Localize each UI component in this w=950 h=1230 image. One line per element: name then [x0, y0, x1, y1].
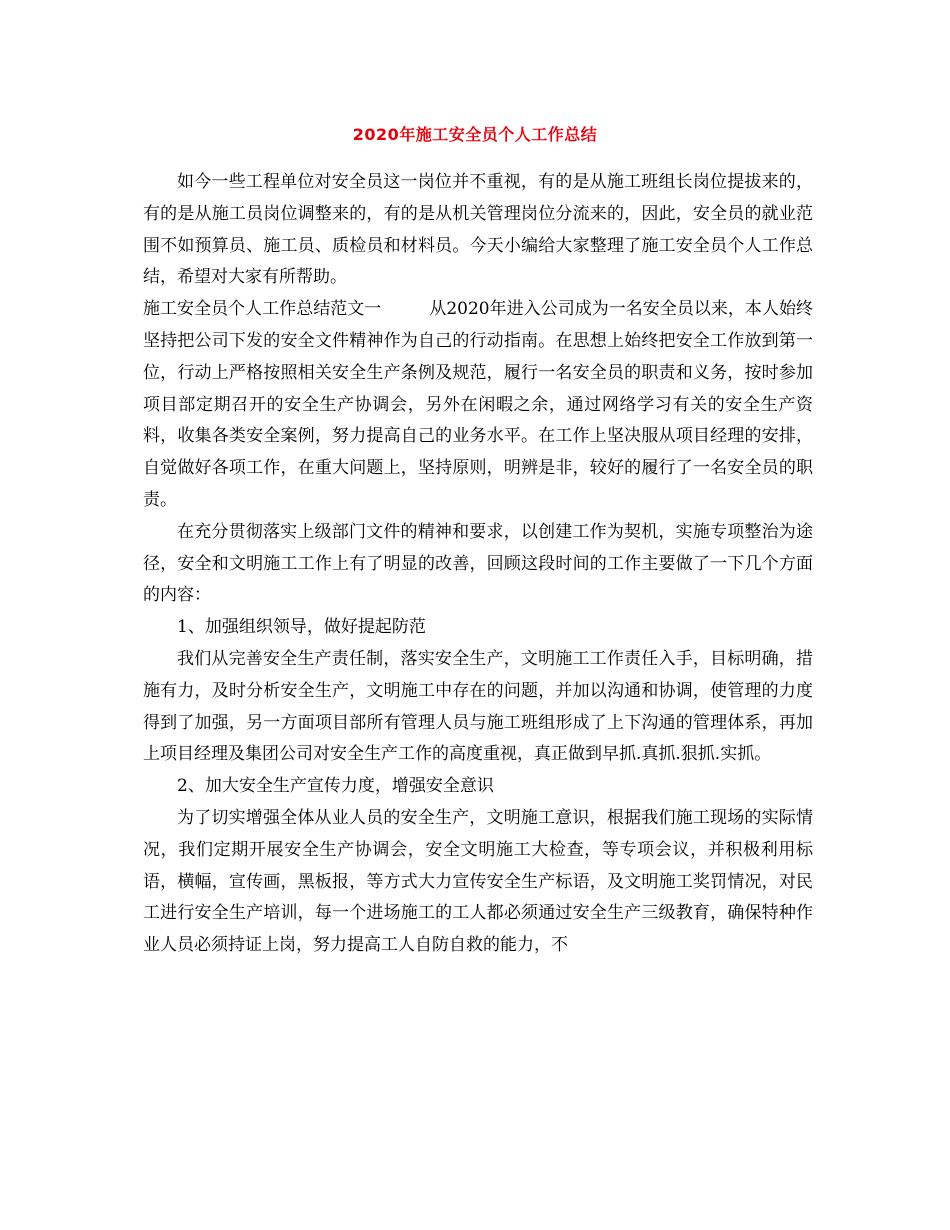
section1-heading: 1、加强组织领导，做好提起防范	[177, 617, 426, 638]
section2-paragraph: 为了切实增强全体从业人员的安全生产，文明施工意识，根据我们施工现场的实际情况，我们定期开展安全生产协调会，安全文明施工大检查，等专项会议，并积极利用标语，横幅，宣传画，黑板报，等方式大力宣传安全生产标语，及文明施工奖罚情况，对民工进行安全生产培训，每一个进场施工的工人都必须通过安全生产三级教育，确保特种作业人员必须持证上岗，努力提高工人自防自救的能力，不	[143, 807, 813, 956]
sample-heading: 施工安全员个人工作总结范文一	[143, 299, 382, 320]
overview-paragraph: 在充分贯彻落实上级部门文件的精神和要求，以创建工作为契机，实施专项整治为途径，安全和文明施工工作上有了明显的改善，回顾这段时间的工作主要做了一下几个方面的内容：	[143, 521, 813, 606]
intro-paragraph: 如今一些工程单位对安全员这一岗位并不重视，有的是从施工班组长岗位提拔来的，有的是从施工员岗位调整来的，有的是从机关管理岗位分流来的，因此，安全员的就业范围不如预算员、施工员、质检员和材料员。今天小编给大家整理了施工安全员个人工作总结，希望对大家有所帮助。	[143, 172, 813, 288]
section2-heading: 2、加大安全生产宣传力度，增强安全意识	[177, 776, 494, 797]
document-body	[143, 167, 813, 962]
section1-paragraph: 我们从完善安全生产责任制，落实安全生产，文明施工工作责任入手，目标明确，措施有力，及时分析安全生产，文明施工中存在的问题，并加以沟通和协调，使管理的力度得到了加强，另一方面项目部所有管理人员与施工班组形成了上下沟通的管理体系，再加上项目经理及集团公司对安全生产工作的高度重视，真正做到早抓.真抓.狠抓.实抓。	[143, 648, 813, 765]
sample-paragraph	[143, 294, 813, 517]
sample-body: 从2020年进入公司成为一名安全员以来，本人始终坚持把公司下发的安全文件精神作为自己的行动指南。在思想上始终把安全工作放到第一位，行动上严格按照相关安全生产条例及规范，履行一名安全员的职责和义务，按时参加项目部定期召开的安全生产协调会，另外在闲暇之余，通过网络学习有关的安全生产资料，收集各类安全案例，努力提高自己的业务水平。在工作上坚决服从项目经理的安排，自觉做好各项工作，在重大问题上，坚持原则，明辨是非，较好的履行了一名安全员的职责。	[143, 299, 814, 510]
document-title: 2020年施工安全员个人工作总结	[352, 125, 598, 144]
